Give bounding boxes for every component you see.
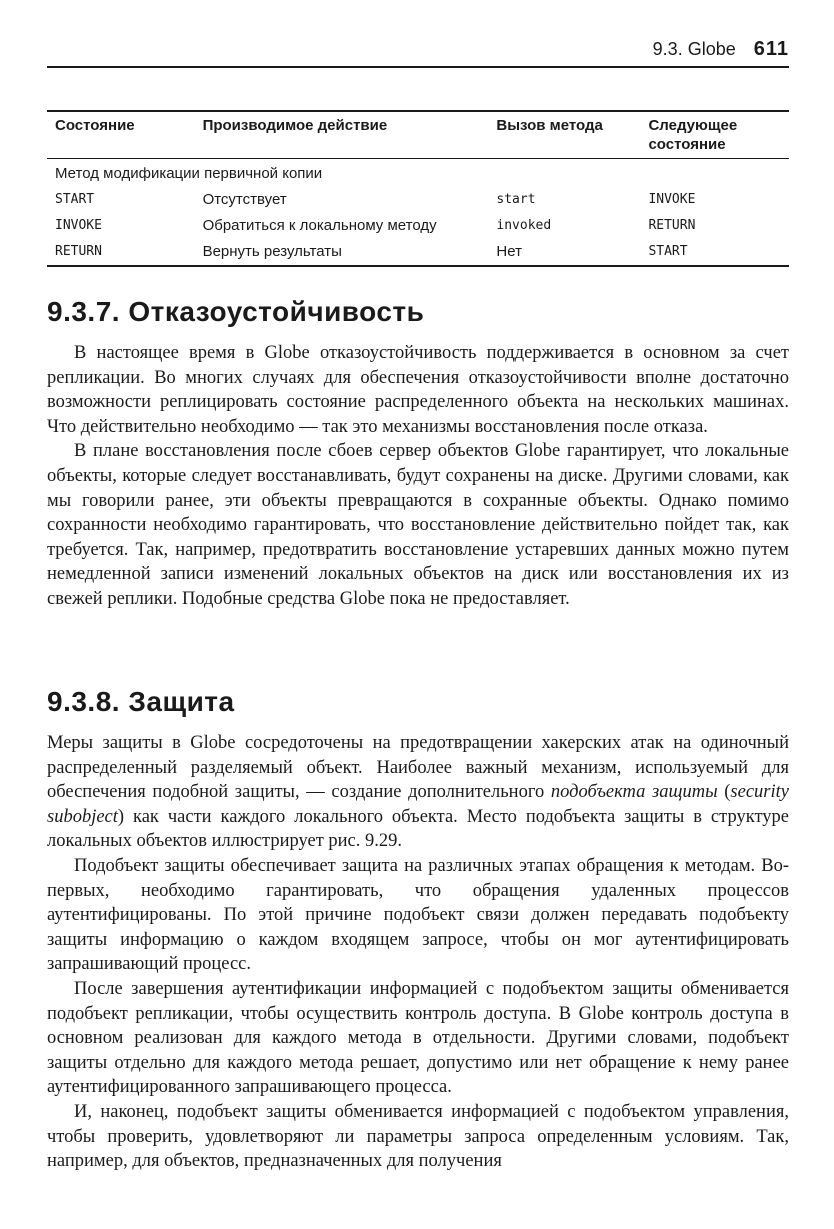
column-header-state: Состояние bbox=[47, 111, 195, 159]
paragraph: Подобъект защиты обеспечивает защита на различных этапах обращения к методам. Во-первых, необходимо гарантировать, что обращения удаленных процессов аутентифицированы. По этой причине подобъект связи должен передавать подобъекту защиты информацию о каждом входящем запросе, чтобы он мог аутентифицировать запрашивающий процесс. bbox=[47, 855, 789, 975]
paragraph-text: ) как части каждого локального объекта. Место подобъекта защиты в структуре локальных объектов иллюстрирует рис. 9.29. bbox=[47, 806, 789, 852]
cell-next-state: START bbox=[640, 239, 789, 266]
cell-next-state: RETURN bbox=[648, 218, 696, 233]
paragraph: В плане восстановления после сбоев сервер объектов Globe гарантирует, что локальные объекты, которые следует восстанавливать, будут сохранены на диске. Другими словами, как мы говорили ранее, эти объекты превращаются в сохранные объекты. Однако помимо сохранности необходимо гарантировать, что восстановление действительно пойдет так, как требуется. Так, например, предотвратить восстановление устаревших данных можно путем немедленной записи изменений локальных объектов на диск или восстановления их из свежей реплики. Подобные средства Globe пока не предоставляет. bbox=[47, 441, 789, 609]
paragraph bbox=[47, 731, 789, 854]
cell-call: start bbox=[496, 192, 536, 207]
table-row bbox=[47, 213, 789, 239]
paragraph: После завершения аутентификации информацией с подобъектом защиты обменивается подобъект репликации, чтобы осуществить контроль доступа. В Globe контроль доступа в основном реализован для каждого метода в отдельности. Другими словами, подобъект защиты отдельно для каждого метода решает, допустимо или нет обращение к нему ранее аутентифицированного запрашивающего процесса. bbox=[47, 978, 789, 1098]
running-head-section: 9.3. Globe bbox=[652, 39, 736, 59]
term-security-subobject-en: security subobject bbox=[47, 782, 789, 827]
cell-state: INVOKE bbox=[55, 218, 102, 233]
page-number: 611 bbox=[753, 38, 789, 60]
column-header-action: Производимое действие bbox=[195, 111, 489, 159]
term-security-subobject: подобъекта защиты bbox=[550, 782, 718, 803]
paragraph: В настоящее время в Globe отказоустойчивость поддерживается в основном за счет репликации. Во многих случаях для обеспечения отказоустойчивости вполне достаточно возможности реплицировать состояние распределенного объекта на нескольких машинах. Что действительно необходимо — так это механизмы восстановления после отказа. bbox=[47, 343, 789, 437]
table-group-label: Метод модификации первичной копии bbox=[55, 165, 323, 182]
section-heading-security: 9.3.8. Защита bbox=[47, 686, 235, 717]
paragraph-text: Меры защиты в Globe сосредоточены на предотвращении хакерских атак на одиночный распределенный разделяемый объект. Наиболее важный механизм, используемый для обеспечения подобной защиты, — создание дополнительного bbox=[47, 733, 789, 803]
cell-call: Нет bbox=[488, 239, 640, 266]
table-header-row bbox=[47, 111, 789, 159]
table-row bbox=[47, 187, 789, 213]
section-body-security bbox=[47, 731, 789, 1174]
section-body-fault-tolerance bbox=[47, 341, 789, 612]
column-header-call: Вызов метода bbox=[488, 111, 640, 159]
running-head bbox=[653, 38, 789, 61]
cell-action: Отсутствует bbox=[202, 191, 287, 208]
table-group-row bbox=[47, 159, 789, 188]
cell-action: Вернуть результаты bbox=[195, 239, 489, 266]
cell-call: invoked bbox=[496, 218, 552, 233]
cell-state: RETURN bbox=[47, 239, 195, 266]
cell-state: START bbox=[55, 192, 95, 207]
state-table bbox=[47, 110, 789, 267]
section-heading-fault-tolerance: 9.3.7. Отказоустойчивость bbox=[47, 296, 425, 327]
paragraph-text: ( bbox=[717, 782, 731, 803]
cell-action: Обратиться к локальному методу bbox=[202, 217, 437, 234]
cell-next-state: INVOKE bbox=[648, 192, 696, 207]
header-rule bbox=[47, 66, 789, 68]
paragraph: И, наконец, подобъект защиты обменивается информацией с подобъектом управления, чтобы проверить, удовлетворяют ли параметры запроса определенным условиям. Так, например, для объектов, предназначенных для получения bbox=[47, 1101, 789, 1172]
column-header-next-state: Следующее состояние bbox=[640, 111, 789, 159]
table-row bbox=[47, 239, 789, 266]
